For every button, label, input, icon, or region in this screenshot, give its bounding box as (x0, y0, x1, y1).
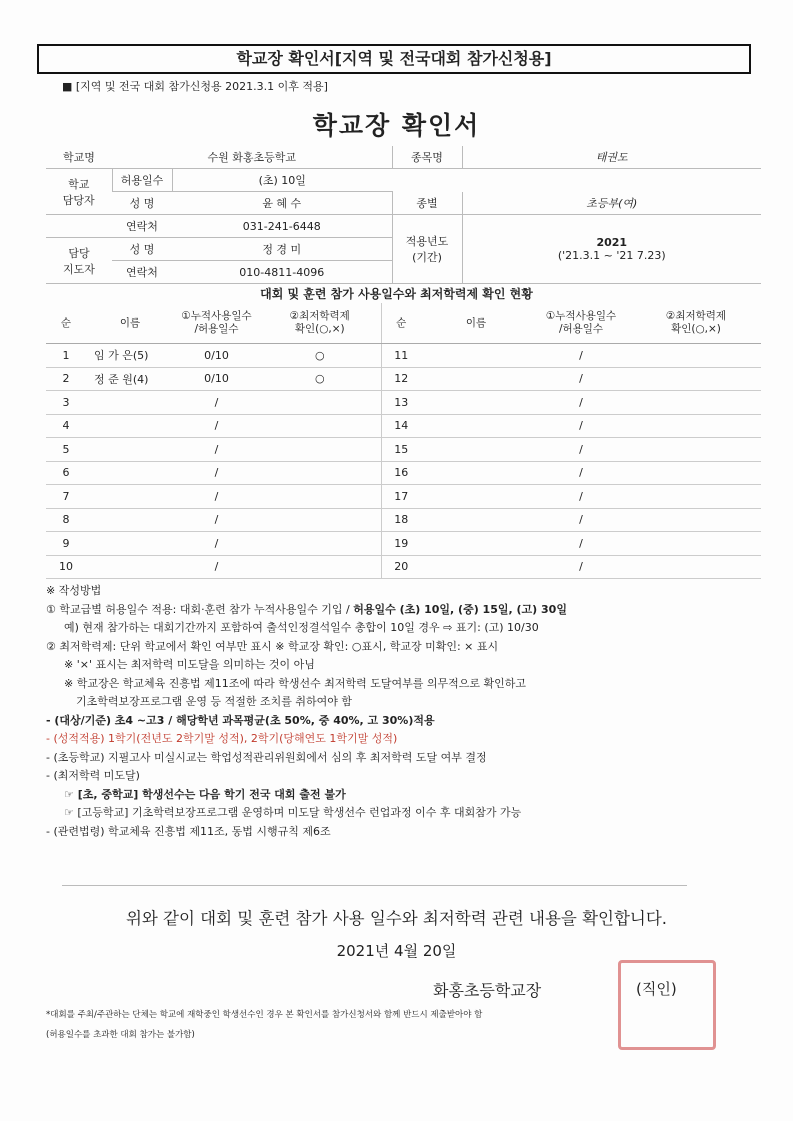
row-days: / (531, 414, 631, 438)
row-no: 19 (381, 532, 421, 556)
row-check (631, 461, 761, 485)
row-check (259, 414, 381, 438)
teacher-contact: 031-241-6448 (172, 215, 392, 238)
row-days: / (531, 485, 631, 509)
row-check (259, 532, 381, 556)
row-check: ○ (259, 367, 381, 391)
row-name (421, 414, 531, 438)
teacher-name-label: 성 명 (112, 192, 172, 215)
row-no: 4 (46, 414, 86, 438)
row-name (86, 485, 174, 509)
row-no: 3 (46, 391, 86, 415)
row-name (421, 391, 531, 415)
event-value: 태권도 (462, 146, 761, 169)
row-days: / (531, 367, 631, 391)
row-days: / (174, 438, 259, 462)
school-value: 수원 화홍초등학교 (112, 146, 392, 169)
row-name: 임 가 은(5) (86, 344, 174, 368)
row-check (631, 414, 761, 438)
info-table (46, 146, 761, 284)
instr-line-bold: 허용일수 (초) 10일, (중) 15일, (고) 30일 (353, 602, 567, 616)
row-no: 8 (46, 508, 86, 532)
coach-name: 정 경 미 (172, 238, 392, 261)
coach-name-label: 성 명 (112, 238, 172, 261)
row-name (421, 555, 531, 579)
instr-line: ☞ [초, 중학교] 학생선수는 다음 학기 전국 대회 출전 불가 (64, 787, 346, 801)
instr-line: ※ '×' 표시는 최저학력 미도달을 의미하는 것이 아님 (64, 658, 315, 671)
row-name (421, 508, 531, 532)
confirmation-text: 위와 같이 대회 및 훈련 참가 사용 일수와 최저학력 관련 내용을 확인합니다. (125, 909, 668, 928)
table-row (46, 555, 761, 579)
row-check: ○ (259, 344, 381, 368)
table-row (46, 344, 761, 368)
row-days: 0/10 (174, 344, 259, 368)
row-name (86, 508, 174, 532)
confirmation-date: 2021년 4월 20일 (336, 942, 457, 960)
col-check-right: ②최저학력제 확인(○,×) (631, 303, 761, 344)
row-days: / (174, 461, 259, 485)
coach-label: 담당 지도자 (46, 238, 112, 284)
row-no: 17 (381, 485, 421, 509)
instr-line: ☞ [고등학교] 기초학력보장프로그램 운영하며 미도달 학생선수 런업과정 이수 후 대회참가 가능 (64, 806, 522, 819)
school-label: 학교명 (46, 146, 112, 169)
instr-heading: ※ 작성방법 (46, 584, 102, 597)
row-check (259, 461, 381, 485)
row-name: 정 준 원(4) (86, 367, 174, 391)
instr-line: - (대상/기준) 초4 ~고3 / 해당학년 과목평균(초 50%, 중 40%, 고 30%)적용 (46, 713, 435, 727)
instr-line: 예) 현재 참가하는 대회기간까지 포함하여 출석인정결석일수 총합이 10일 경우 ⇨ 표기: (고) 10/30 (64, 621, 539, 634)
page-title: 학교장 확인서 (312, 111, 481, 140)
col-name: 이름 (86, 303, 174, 344)
year-value: 2021 (596, 236, 628, 249)
teacher-name: 윤 혜 수 (172, 192, 392, 215)
row-days: / (531, 508, 631, 532)
year-label: 적용년도 (기간) (392, 215, 462, 284)
footer-line: (허용일수를 초과한 대회 참가는 불가함) (46, 1030, 195, 1040)
category-label: 종별 (392, 192, 462, 215)
footer-note (46, 1005, 606, 1045)
table-row (46, 485, 761, 509)
row-days: / (531, 532, 631, 556)
row-name (421, 461, 531, 485)
row-name (86, 461, 174, 485)
table-row (46, 508, 761, 532)
teacher-label: 학교 담당자 (46, 169, 112, 215)
row-no: 5 (46, 438, 86, 462)
row-check (631, 367, 761, 391)
principal-name: 화홍초등학교장 (433, 981, 542, 1000)
instructions (46, 582, 766, 841)
row-no: 7 (46, 485, 86, 509)
col-days: ①누적사용일수 /허용일수 (174, 303, 259, 344)
divider (62, 885, 687, 886)
row-name (86, 555, 174, 579)
col-name-right: 이름 (421, 303, 531, 344)
period-value: ('21.3.1 ~ '21 7.23) (557, 249, 666, 262)
instr-line: 기초학력보장프로그램 운영 등 적절한 조치를 취하여야 함 (76, 695, 353, 708)
row-name (421, 344, 531, 368)
teacher-contact-label: 연락처 (112, 215, 172, 238)
row-check (259, 508, 381, 532)
event-label: 종목명 (392, 146, 462, 169)
instr-line: ② 최저학력제: 단위 학교에서 확인 여부만 표시 ※ 학교장 확인: ○표시, 학교장 미확인: × 표시 (46, 639, 499, 653)
row-check (631, 344, 761, 368)
row-check (259, 438, 381, 462)
row-no: 1 (46, 344, 86, 368)
row-name (421, 485, 531, 509)
row-no: 10 (46, 555, 86, 579)
official-seal (618, 960, 716, 1050)
row-days: / (174, 414, 259, 438)
seal-label: (직인) (636, 980, 677, 998)
row-days: / (531, 461, 631, 485)
row-no: 9 (46, 532, 86, 556)
instr-line: - (성적적용) 1학기(전년도 2학기말 성적), 2학기(당해연도 1학기말 성적) (46, 732, 398, 745)
row-days: / (174, 391, 259, 415)
col-no-right: 순 (381, 303, 421, 344)
row-name (86, 438, 174, 462)
col-check: ②최저학력제 확인(○,×) (259, 303, 381, 344)
table-row (46, 391, 761, 415)
row-check (631, 532, 761, 556)
coach-contact: 010-4811-4096 (172, 261, 392, 284)
row-no: 12 (381, 367, 421, 391)
year-cell (462, 215, 761, 284)
row-check (259, 485, 381, 509)
participants-body (46, 344, 761, 579)
instr-line: - (초등학교) 지필고사 미실시교는 학업성적관리위원회에서 심의 후 최저학력 도달 여부 결정 (46, 750, 487, 764)
allowed-label: 허용일수 (112, 169, 172, 192)
row-name (421, 438, 531, 462)
allowed-value: (초) 10일 (172, 169, 392, 192)
row-name (421, 367, 531, 391)
table-row (46, 438, 761, 462)
row-check (259, 391, 381, 415)
row-no: 13 (381, 391, 421, 415)
row-no: 15 (381, 438, 421, 462)
row-check (631, 508, 761, 532)
row-days: / (174, 532, 259, 556)
row-no: 11 (381, 344, 421, 368)
row-days: / (174, 555, 259, 579)
row-name (86, 391, 174, 415)
category-value: 초등부(여) (462, 192, 761, 215)
row-days: / (531, 555, 631, 579)
row-name (421, 532, 531, 556)
participants-title: 대회 및 훈련 참가 사용일수와 최저학력제 확인 현황 (260, 287, 533, 301)
row-no: 16 (381, 461, 421, 485)
header-note: ■ [지역 및 전국 대회 참가신청용 2021.3.1 이후 적용] (62, 80, 328, 93)
instr-line: - (관련법령) 학교체육 진흥법 제11조, 동법 시행규칙 제6조 (46, 824, 331, 838)
row-days: / (174, 508, 259, 532)
row-days: / (531, 344, 631, 368)
row-check (631, 485, 761, 509)
row-days: / (531, 391, 631, 415)
footer-line: *대회를 주최/주관하는 단체는 학교에 재학중인 학생선수인 경우 본 확인서를 참가신청서와 함께 반드시 제출받아야 함 (46, 1010, 483, 1020)
row-days: 0/10 (174, 367, 259, 391)
row-no: 18 (381, 508, 421, 532)
instr-line: ※ 학교장은 학교체육 진흥법 제11조에 따라 학생선수 최저학력 도달여부를 의무적으로 확인하고 (64, 676, 526, 690)
row-name (86, 532, 174, 556)
coach-contact-label: 연락처 (112, 261, 172, 284)
table-row (46, 414, 761, 438)
row-check (631, 391, 761, 415)
row-check (631, 438, 761, 462)
table-row (46, 461, 761, 485)
row-no: 6 (46, 461, 86, 485)
row-days: / (174, 485, 259, 509)
row-no: 14 (381, 414, 421, 438)
row-days: / (531, 438, 631, 462)
row-name (86, 414, 174, 438)
row-no: 2 (46, 367, 86, 391)
instr-line (46, 601, 766, 620)
table-row (46, 532, 761, 556)
row-check (631, 555, 761, 579)
header-box-title: 학교장 확인서[지역 및 전국대회 참가신청용] (37, 44, 751, 74)
instr-line-text: ① 학교급별 허용일수 적용: 대회·훈련 참가 누적사용일수 기입 / (46, 602, 354, 616)
participants-table (46, 303, 761, 579)
col-days-right: ①누적사용일수 /허용일수 (531, 303, 631, 344)
row-no: 20 (381, 555, 421, 579)
row-check (259, 555, 381, 579)
instr-line: - (최저학력 미도달) (46, 769, 140, 782)
table-row (46, 367, 761, 391)
col-no: 순 (46, 303, 86, 344)
